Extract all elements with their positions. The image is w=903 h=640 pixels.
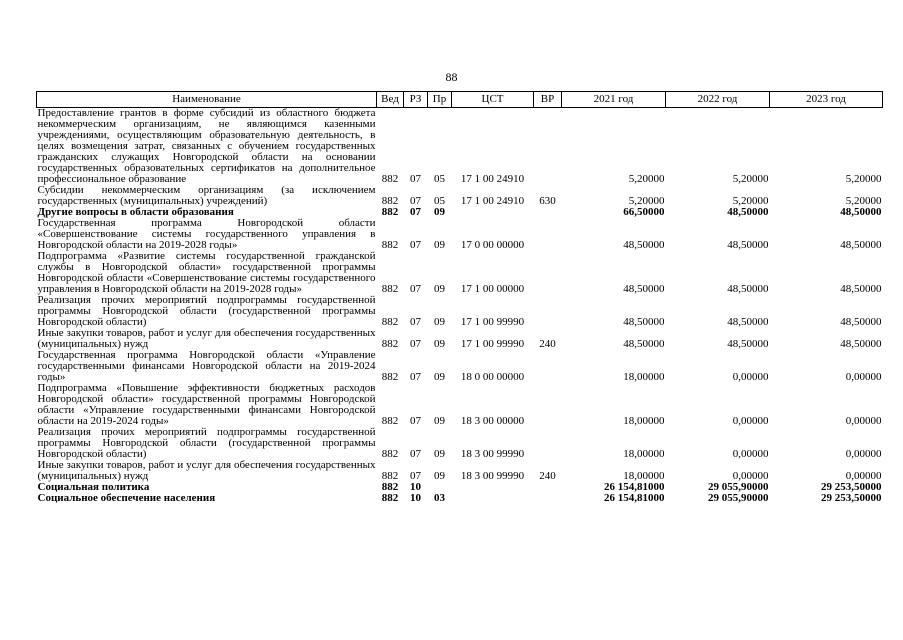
row-vr: 240 bbox=[539, 338, 556, 350]
row-ved: 882 bbox=[381, 283, 399, 295]
table-row bbox=[37, 185, 883, 207]
row-pr: 09 bbox=[434, 470, 445, 482]
row-2022: 0,00000 bbox=[732, 448, 769, 460]
row-cst bbox=[452, 482, 534, 493]
row-name: Другие вопросы в области образования bbox=[37, 206, 234, 218]
row-pr: 09 bbox=[434, 415, 445, 427]
row-2021: 26 154,81000 bbox=[604, 492, 665, 504]
row-2021: 18,00000 bbox=[623, 371, 665, 383]
row-rz: 07 bbox=[410, 338, 421, 350]
row-ved: 882 bbox=[381, 481, 399, 493]
row-pr: 09 bbox=[434, 448, 445, 460]
row-2022: 29 055,90000 bbox=[708, 481, 769, 493]
table-row bbox=[37, 218, 883, 251]
row-ved: 882 bbox=[381, 470, 399, 482]
row-vr bbox=[534, 350, 562, 383]
row-2022: 48,50000 bbox=[727, 239, 769, 251]
row-vr bbox=[534, 493, 562, 504]
row-pr: 05 bbox=[434, 195, 445, 207]
table-row bbox=[37, 108, 883, 186]
row-pr: 09 bbox=[434, 371, 445, 383]
row-2022: 0,00000 bbox=[732, 371, 769, 383]
row-vr bbox=[534, 295, 562, 328]
table-row bbox=[37, 328, 883, 350]
row-name: Иные закупки товаров, работ и услуг для обеспечения государственных (муниципальных) нужд bbox=[37, 327, 376, 350]
table-row bbox=[37, 383, 883, 427]
row-vr bbox=[534, 251, 562, 295]
row-rz: 07 bbox=[410, 415, 421, 427]
row-2022: 0,00000 bbox=[732, 415, 769, 427]
row-name: Государственная программа Новгородской области «Управление государственными финансами Новгородской области на 2019-2024 годы» bbox=[37, 349, 376, 383]
row-2023: 5,20000 bbox=[845, 195, 882, 207]
row-2023: 0,00000 bbox=[845, 371, 882, 383]
row-2023: 0,00000 bbox=[845, 415, 882, 427]
row-ved: 882 bbox=[381, 448, 399, 460]
row-pr: 05 bbox=[434, 173, 445, 185]
row-2023: 48,50000 bbox=[840, 206, 882, 218]
table-row bbox=[37, 460, 883, 482]
row-pr: 09 bbox=[434, 283, 445, 295]
table-row bbox=[37, 427, 883, 460]
row-2021: 48,50000 bbox=[623, 338, 665, 350]
row-ved: 882 bbox=[381, 195, 399, 207]
row-2022: 48,50000 bbox=[727, 316, 769, 328]
row-name: Социальное обеспечение населения bbox=[37, 492, 216, 504]
row-2022: 0,00000 bbox=[732, 470, 769, 482]
row-ved: 882 bbox=[381, 371, 399, 383]
budget-table bbox=[36, 91, 883, 504]
header-vr: ВР bbox=[534, 92, 562, 108]
row-2022: 29 055,90000 bbox=[708, 492, 769, 504]
row-rz: 07 bbox=[410, 239, 421, 251]
row-2021: 48,50000 bbox=[623, 316, 665, 328]
row-ved: 882 bbox=[381, 415, 399, 427]
table-row bbox=[37, 350, 883, 383]
row-cst: 17 1 00 00000 bbox=[460, 283, 525, 295]
row-rz: 07 bbox=[410, 470, 421, 482]
row-cst: 17 1 00 99990 bbox=[460, 316, 525, 328]
row-pr: 03 bbox=[434, 492, 445, 504]
row-name: Подпрограмма «Повышение эффективности бюджетных расходов Новгородской области» государственной программы Новгородской области «Управление государственными финансами Новгородской области на 2019-2024 годы» bbox=[37, 382, 376, 427]
row-vr bbox=[534, 108, 562, 186]
row-2021: 5,20000 bbox=[628, 195, 665, 207]
row-vr bbox=[534, 482, 562, 493]
row-cst: 18 3 00 99990 bbox=[460, 470, 525, 482]
row-vr bbox=[534, 383, 562, 427]
row-name: Иные закупки товаров, работ и услуг для обеспечения государственных (муниципальных) нужд bbox=[37, 459, 376, 482]
header-ved: Вед bbox=[377, 92, 404, 108]
row-rz: 07 bbox=[410, 283, 421, 295]
row-2021: 66,50000 bbox=[623, 206, 665, 218]
header-cst: ЦСТ bbox=[452, 92, 534, 108]
row-vr: 240 bbox=[539, 470, 556, 482]
row-vr bbox=[534, 207, 562, 218]
row-rz: 07 bbox=[410, 371, 421, 383]
row-2023: 48,50000 bbox=[840, 283, 882, 295]
table-row bbox=[37, 251, 883, 295]
row-cst: 17 1 00 24910 bbox=[460, 195, 525, 207]
table-row bbox=[37, 493, 883, 504]
row-ved: 882 bbox=[381, 316, 399, 328]
row-2022: 5,20000 bbox=[732, 173, 769, 185]
row-2021: 18,00000 bbox=[623, 470, 665, 482]
row-cst: 17 1 00 24910 bbox=[460, 173, 525, 185]
row-ved: 882 bbox=[381, 338, 399, 350]
row-name: Реализация прочих мероприятий подпрограммы государственной программы Новгородской области (государственной программы Новгородской области) bbox=[37, 426, 376, 460]
row-cst: 18 3 00 00000 bbox=[460, 415, 525, 427]
table-row bbox=[37, 295, 883, 328]
header-name: Наименование bbox=[37, 92, 377, 108]
row-cst: 17 0 00 00000 bbox=[460, 239, 525, 251]
row-pr: 09 bbox=[434, 316, 445, 328]
row-ved: 882 bbox=[381, 492, 399, 504]
row-2023: 0,00000 bbox=[845, 470, 882, 482]
page-number: 88 bbox=[445, 70, 458, 84]
row-vr bbox=[534, 218, 562, 251]
header-2023: 2023 год bbox=[770, 92, 883, 108]
row-ved: 882 bbox=[381, 173, 399, 185]
row-cst: 18 0 00 00000 bbox=[460, 371, 525, 383]
row-2021: 18,00000 bbox=[623, 415, 665, 427]
row-name: Социальная политика bbox=[37, 481, 150, 493]
row-2022: 48,50000 bbox=[727, 338, 769, 350]
row-ved: 882 bbox=[381, 206, 399, 218]
row-2023: 48,50000 bbox=[840, 338, 882, 350]
row-ved: 882 bbox=[381, 239, 399, 251]
row-cst: 17 1 00 99990 bbox=[460, 338, 525, 350]
row-2021: 48,50000 bbox=[623, 283, 665, 295]
row-2023: 0,00000 bbox=[845, 448, 882, 460]
row-cst bbox=[452, 207, 534, 218]
row-name: Государственная программа Новгородской области «Совершенствование системы государственного управления в Новгородской области на 2019-2028 годы» bbox=[37, 217, 376, 251]
row-rz: 07 bbox=[410, 195, 421, 207]
row-name: Реализация прочих мероприятий подпрограммы государственной программы Новгородской области (государственной программы Новгородской области) bbox=[37, 294, 376, 328]
row-2023: 5,20000 bbox=[845, 173, 882, 185]
row-rz: 07 bbox=[410, 206, 421, 218]
row-cst: 18 3 00 99990 bbox=[460, 448, 525, 460]
header-2021: 2021 год bbox=[562, 92, 666, 108]
row-pr: 09 bbox=[434, 239, 445, 251]
row-rz: 10 bbox=[410, 481, 421, 493]
row-2021: 5,20000 bbox=[628, 173, 665, 185]
row-name: Подпрограмма «Развитие системы государственной гражданской службы в Новгородской области» государственной программы Новгородской области «Совершенствование системы государственного управления в Новгородской области на 2019-2028 годы» bbox=[37, 250, 376, 295]
table-header-row bbox=[37, 92, 883, 108]
row-vr: 630 bbox=[539, 195, 556, 207]
row-cst bbox=[452, 493, 534, 504]
row-rz: 10 bbox=[410, 492, 421, 504]
row-pr: 09 bbox=[434, 206, 445, 218]
row-name: Субсидии некоммерческим организациям (за исключением государственных (муниципальных) учреждений) bbox=[37, 184, 376, 207]
row-rz: 07 bbox=[410, 173, 421, 185]
row-2023: 48,50000 bbox=[840, 239, 882, 251]
header-pr: Пр bbox=[428, 92, 452, 108]
row-pr: 09 bbox=[434, 338, 445, 350]
header-2022: 2022 год bbox=[666, 92, 770, 108]
row-name: Предоставление грантов в форме субсидий из областного бюджета некоммерческим организациям, не являющимся казенными учреждениями, осуществляющим образовательную деятельность, в целях возмещения затрат, связанных с обучением государственных гражданских служащих Новгородской области на основании государственных образовательных сертификатов на дополнительное профессиональное образование bbox=[37, 107, 376, 185]
row-2022: 48,50000 bbox=[727, 283, 769, 295]
row-2022: 5,20000 bbox=[732, 195, 769, 207]
row-2023: 29 253,50000 bbox=[821, 481, 882, 493]
row-2021: 18,00000 bbox=[623, 448, 665, 460]
row-vr bbox=[534, 427, 562, 460]
row-rz: 07 bbox=[410, 316, 421, 328]
row-rz: 07 bbox=[410, 448, 421, 460]
row-2022: 48,50000 bbox=[727, 206, 769, 218]
row-2021: 26 154,81000 bbox=[604, 481, 665, 493]
row-2023: 29 253,50000 bbox=[821, 492, 882, 504]
row-2023: 48,50000 bbox=[840, 316, 882, 328]
row-2021: 48,50000 bbox=[623, 239, 665, 251]
header-rz: РЗ bbox=[404, 92, 428, 108]
